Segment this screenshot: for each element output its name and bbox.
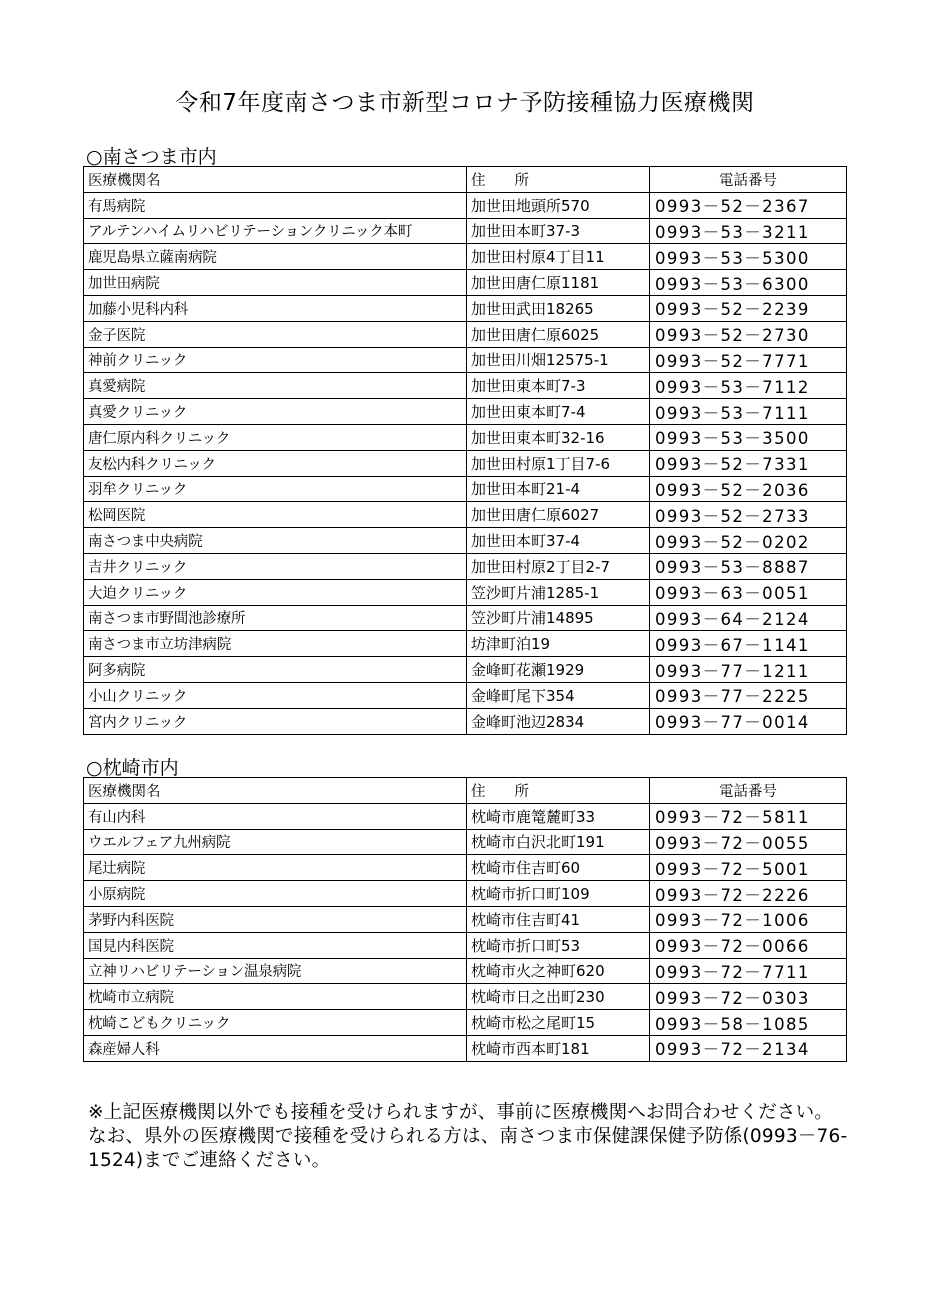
clinic-name-cell: 小原病院: [84, 881, 467, 907]
phone-cell: 0993－52－7331: [650, 450, 847, 476]
column-header-name: 医療機関名: [84, 778, 467, 804]
phone-cell: 0993－52－7771: [650, 347, 847, 373]
clinic-name-cell: アルテンハイムリハビリテーションクリニック本町: [84, 218, 467, 244]
address-cell: 枕崎市折口町53: [467, 932, 650, 958]
clinic-name-cell: 唐仁原内科クリニック: [84, 424, 467, 450]
phone-cell: 0993－52－2730: [650, 321, 847, 347]
address-cell: 加世田唐仁原1181: [467, 270, 650, 296]
address-cell: 枕崎市西本町181: [467, 1035, 650, 1061]
table-header-row: [84, 778, 847, 804]
table-row: [84, 450, 847, 476]
clinic-table-minamisatsuma: [83, 166, 847, 735]
phone-cell: 0993－53－7112: [650, 373, 847, 399]
table-row: [84, 958, 847, 984]
clinic-name-cell: 国見内科医院: [84, 932, 467, 958]
phone-cell: 0993－53－5300: [650, 244, 847, 270]
address-cell: 枕崎市松之尾町15: [467, 1010, 650, 1036]
table-row: [84, 881, 847, 907]
address-cell: 枕崎市日之出町230: [467, 984, 650, 1010]
address-cell: 加世田村原4丁目11: [467, 244, 650, 270]
table-row: [84, 631, 847, 657]
clinic-name-cell: 小山クリニック: [84, 682, 467, 708]
phone-cell: 0993－72－5811: [650, 803, 847, 829]
table-row: [84, 682, 847, 708]
clinic-name-cell: 南さつま市野間池診療所: [84, 605, 467, 631]
column-header-name: 医療機関名: [84, 167, 467, 193]
table-row: [84, 476, 847, 502]
phone-cell: 0993－72－7711: [650, 958, 847, 984]
table-row: [84, 424, 847, 450]
table-row: [84, 321, 847, 347]
table-row: [84, 244, 847, 270]
clinic-name-cell: 茅野内科医院: [84, 906, 467, 932]
address-cell: 加世田東本町32-16: [467, 424, 650, 450]
column-header-phone: 電話番号: [650, 167, 847, 193]
clinic-name-cell: 金子医院: [84, 321, 467, 347]
phone-cell: 0993－72－2226: [650, 881, 847, 907]
table-row: [84, 373, 847, 399]
clinic-name-cell: 真愛病院: [84, 373, 467, 399]
address-cell: 金峰町池辺2834: [467, 708, 650, 734]
phone-cell: 0993－72－0303: [650, 984, 847, 1010]
phone-cell: 0993－52－2733: [650, 502, 847, 528]
phone-cell: 0993－53－7111: [650, 399, 847, 425]
clinic-name-cell: 森産婦人科: [84, 1035, 467, 1061]
table-row: [84, 932, 847, 958]
clinic-name-cell: 有馬病院: [84, 192, 467, 218]
address-cell: 枕崎市白沢北町191: [467, 829, 650, 855]
phone-cell: 0993－72－1006: [650, 906, 847, 932]
address-cell: 坊津町泊19: [467, 631, 650, 657]
table-row: [84, 829, 847, 855]
phone-cell: 0993－53－3500: [650, 424, 847, 450]
table-body: [84, 803, 847, 1061]
phone-cell: 0993－63－0051: [650, 579, 847, 605]
table-row: [84, 906, 847, 932]
section-heading-makurazaki: ○枕崎市内: [86, 757, 179, 779]
address-cell: 枕崎市鹿篭麓町33: [467, 803, 650, 829]
table-row: [84, 270, 847, 296]
clinic-name-cell: 南さつま市立坊津病院: [84, 631, 467, 657]
table-row: [84, 605, 847, 631]
phone-cell: 0993－53－8887: [650, 553, 847, 579]
table-row: [84, 528, 847, 554]
table-body: [84, 192, 847, 734]
table-row: [84, 347, 847, 373]
phone-cell: 0993－72－2134: [650, 1035, 847, 1061]
table-row: [84, 218, 847, 244]
document-title: 令和7年度南さつま市新型コロナ予防接種協力医療機関: [175, 90, 755, 116]
address-cell: 枕崎市住吉町41: [467, 906, 650, 932]
address-cell: 枕崎市火之神町620: [467, 958, 650, 984]
clinic-name-cell: 南さつま中央病院: [84, 528, 467, 554]
phone-cell: 0993－52－2036: [650, 476, 847, 502]
table-row: [84, 502, 847, 528]
table-row: [84, 803, 847, 829]
phone-cell: 0993－72－0055: [650, 829, 847, 855]
address-cell: 加世田川畑12575-1: [467, 347, 650, 373]
clinic-name-cell: 尾辻病院: [84, 855, 467, 881]
table-row: [84, 1035, 847, 1061]
phone-cell: 0993－52－0202: [650, 528, 847, 554]
phone-cell: 0993－72－0066: [650, 932, 847, 958]
address-cell: 加世田東本町7-3: [467, 373, 650, 399]
clinic-name-cell: 加世田病院: [84, 270, 467, 296]
table-row: [84, 855, 847, 881]
clinic-name-cell: ウエルフェア九州病院: [84, 829, 467, 855]
clinic-name-cell: 枕崎こどもクリニック: [84, 1010, 467, 1036]
table-row: [84, 984, 847, 1010]
address-cell: 金峰町花瀬1929: [467, 657, 650, 683]
phone-cell: 0993－53－3211: [650, 218, 847, 244]
clinic-name-cell: 羽牟クリニック: [84, 476, 467, 502]
table-row: [84, 295, 847, 321]
phone-cell: 0993－72－5001: [650, 855, 847, 881]
address-cell: 加世田村原1丁目7-6: [467, 450, 650, 476]
table-row: [84, 708, 847, 734]
phone-cell: 0993－77－0014: [650, 708, 847, 734]
table-row: [84, 399, 847, 425]
phone-cell: 0993－53－6300: [650, 270, 847, 296]
clinic-name-cell: 有山内科: [84, 803, 467, 829]
clinic-name-cell: 大迫クリニック: [84, 579, 467, 605]
clinic-name-cell: 立神リハビリテーション温泉病院: [84, 958, 467, 984]
table-row: [84, 1010, 847, 1036]
phone-cell: 0993－67－1141: [650, 631, 847, 657]
clinic-name-cell: 神前クリニック: [84, 347, 467, 373]
address-cell: 加世田本町21-4: [467, 476, 650, 502]
phone-cell: 0993－52－2239: [650, 295, 847, 321]
address-cell: 加世田本町37-3: [467, 218, 650, 244]
clinic-name-cell: 枕崎市立病院: [84, 984, 467, 1010]
clinic-name-cell: 加藤小児科内科: [84, 295, 467, 321]
address-cell: 加世田武田18265: [467, 295, 650, 321]
address-cell: 笠沙町片浦14895: [467, 605, 650, 631]
address-cell: 加世田地頭所570: [467, 192, 650, 218]
address-cell: 加世田東本町7-4: [467, 399, 650, 425]
phone-cell: 0993－77－2225: [650, 682, 847, 708]
table-row: [84, 192, 847, 218]
table-row: [84, 553, 847, 579]
clinic-name-cell: 友松内科クリニック: [84, 450, 467, 476]
phone-cell: 0993－64－2124: [650, 605, 847, 631]
table-row: [84, 579, 847, 605]
clinic-name-cell: 阿多病院: [84, 657, 467, 683]
address-cell: 加世田村原2丁目2-7: [467, 553, 650, 579]
address-cell: 加世田唐仁原6025: [467, 321, 650, 347]
address-cell: 加世田本町37-4: [467, 528, 650, 554]
section-heading-minamisatsuma: ○南さつま市内: [86, 146, 217, 168]
phone-cell: 0993－52－2367: [650, 192, 847, 218]
column-header-address: 住 所: [467, 778, 650, 804]
clinic-name-cell: 真愛クリニック: [84, 399, 467, 425]
column-header-address: 住 所: [467, 167, 650, 193]
table-row: [84, 657, 847, 683]
address-cell: 枕崎市折口町109: [467, 881, 650, 907]
table-header-row: [84, 167, 847, 193]
phone-cell: 0993－77－1211: [650, 657, 847, 683]
clinic-name-cell: 宮内クリニック: [84, 708, 467, 734]
address-cell: 金峰町尾下354: [467, 682, 650, 708]
clinic-table-makurazaki: [83, 777, 847, 1062]
column-header-phone: 電話番号: [650, 778, 847, 804]
address-cell: 加世田唐仁原6027: [467, 502, 650, 528]
address-cell: 枕崎市住吉町60: [467, 855, 650, 881]
clinic-name-cell: 松岡医院: [84, 502, 467, 528]
address-cell: 笠沙町片浦1285-1: [467, 579, 650, 605]
phone-cell: 0993－58－1085: [650, 1010, 847, 1036]
contact-note: ※上記医療機関以外でも接種を受けられますが、事前に医療機関へお問合わせください。なお、県外の医療機関で接種を受けられる方は、南さつま市保健課保健予防係(0993－76-1524)までご連絡ください。: [88, 1102, 848, 1171]
clinic-name-cell: 鹿児島県立薩南病院: [84, 244, 467, 270]
clinic-name-cell: 吉井クリニック: [84, 553, 467, 579]
